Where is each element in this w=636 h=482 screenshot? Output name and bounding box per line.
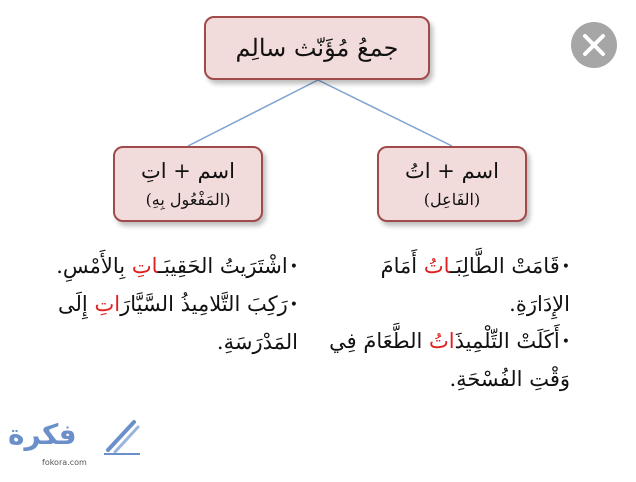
example-text: رَكِبَ التَّلامِيذُ السَّيَّارَ bbox=[120, 292, 288, 316]
nominative-formula: اسم + اتُ bbox=[405, 159, 499, 183]
example-text: إِلَى المَدْرَسَةِ. bbox=[58, 292, 298, 354]
accusative-examples bbox=[20, 248, 298, 361]
nominative-case-label: (الفَاعِل) bbox=[423, 190, 481, 209]
example-item bbox=[318, 248, 570, 323]
example-text: بِالأَمْسِ. bbox=[56, 254, 132, 278]
highlighted-suffix: اتِ bbox=[94, 292, 121, 316]
nominative-box bbox=[377, 146, 527, 222]
highlighted-suffix: اتِ bbox=[131, 254, 158, 278]
bullet-icon: • bbox=[289, 259, 298, 275]
pencil-logo-icon bbox=[100, 414, 144, 458]
bullet-icon: • bbox=[289, 297, 298, 313]
example-text: الطَّعَامَ فِي وَقْتِ الفُسْحَةِ. bbox=[329, 329, 570, 391]
accusative-case-label: (المَفْعُول بِهِ) bbox=[145, 190, 231, 209]
example-text: أَكَلَتْ التِّلْمِيذَ bbox=[454, 329, 560, 353]
example-text: قَامَتْ الطَّالِبَـ bbox=[450, 254, 560, 278]
logo-url: fokora.com bbox=[42, 458, 87, 467]
nominative-examples bbox=[318, 248, 570, 398]
close-button[interactable] bbox=[571, 22, 617, 68]
example-text: أَمَامَ الإِدَارَةِ. bbox=[380, 254, 570, 316]
bullet-icon: • bbox=[561, 334, 570, 350]
example-item bbox=[20, 248, 298, 286]
bullet-icon: • bbox=[561, 259, 570, 275]
accusative-formula: اسم + اتِ bbox=[141, 159, 235, 183]
highlighted-suffix: اتُ bbox=[423, 254, 450, 278]
root-concept-box bbox=[204, 16, 430, 80]
close-icon bbox=[571, 22, 617, 68]
root-title: جمعُ مُؤَنّث سالِم bbox=[235, 34, 399, 62]
example-text: اشْتَرَيتُ الحَقِيبَـ bbox=[158, 254, 288, 278]
highlighted-suffix: اتُ bbox=[429, 329, 455, 353]
example-item bbox=[318, 323, 570, 398]
connector-to-left bbox=[188, 80, 318, 146]
logo-wordmark: فكرة bbox=[8, 418, 77, 451]
example-item bbox=[20, 286, 298, 361]
connector-to-right bbox=[318, 80, 452, 146]
accusative-box bbox=[113, 146, 263, 222]
